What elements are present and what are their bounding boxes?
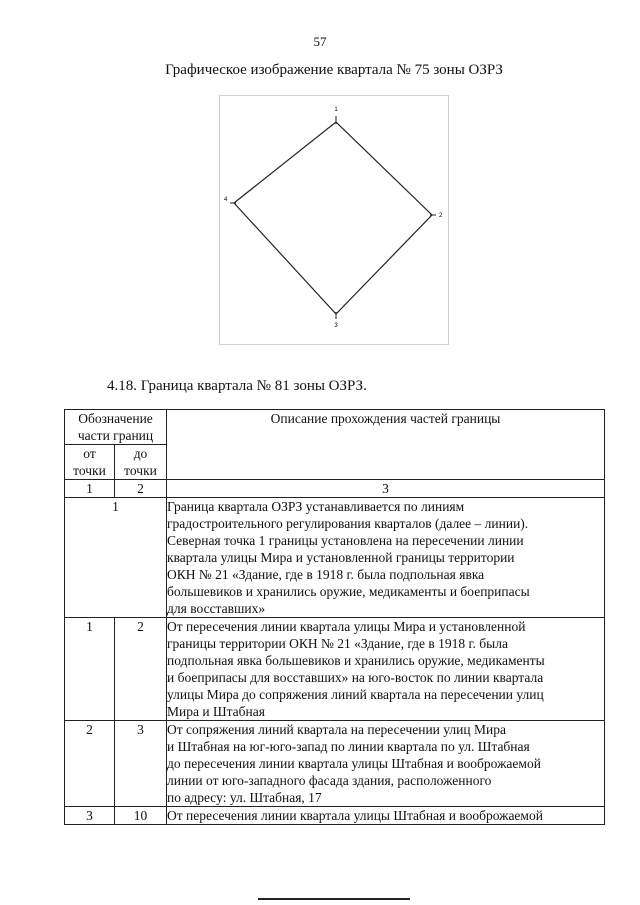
description-line: Северная точка 1 границы установлена на пересечении линии: [167, 533, 524, 548]
description-line: От пересечения линии квартала улицы Штабная и вооброжаемой: [167, 808, 543, 823]
to-header-line2: точки: [124, 463, 157, 478]
description-cell: [167, 721, 605, 807]
figure-title: Графическое изображение квартала № 75 зоны ОЗРЗ: [165, 62, 503, 78]
description-line: большевиков и хранились оружие, медикаменты и боеприпасы: [167, 584, 530, 599]
description-cell: [167, 807, 605, 825]
section-heading: 4.18. Граница квартала № 81 зоны ОЗРЗ.: [107, 378, 367, 394]
block-diagram: [219, 95, 449, 345]
description-line: ОКН № 21 «Здание, где в 1918 г. была подпольная явка: [167, 567, 485, 582]
to-point-header: [115, 445, 167, 480]
column-number-row: [65, 480, 605, 498]
from-header-line2: точки: [73, 463, 106, 478]
description-line: до пересечения линии квартала улицы Штабная и вооброжаемой: [167, 756, 541, 771]
description-line: границы территории ОКН № 21 «Здание, где в 1918 г. была: [167, 636, 508, 651]
description-line: для восставших»: [167, 601, 266, 616]
designation-header: [65, 410, 167, 445]
header-row: [65, 410, 605, 445]
description-line: по адресу: ул. Штабная, 17: [167, 790, 322, 805]
column-number: 2: [115, 480, 167, 498]
from-point-cell: 2: [65, 721, 115, 807]
block-outline: [234, 122, 432, 314]
column-number: 3: [167, 480, 605, 498]
column-number: 1: [65, 480, 115, 498]
description-line: От сопряжения линий квартала на пересечении улиц Мира: [167, 722, 506, 737]
vertex-label-4: 4: [224, 197, 228, 203]
description-line: квартала улицы Мира и установленной границы территории: [167, 550, 515, 565]
description-cell: [167, 618, 605, 721]
description-line: и боеприпасы для восставших» на юго-восток по линии квартала: [167, 670, 544, 685]
to-header-line1: до: [133, 446, 148, 461]
description-line: улицы Мира до сопряжения линий квартала на пересечении улиц: [167, 687, 544, 702]
description-line: линии от юго-западного фасада здания, расположенного: [167, 773, 492, 788]
description-line: Мира и Штабная: [167, 704, 265, 719]
vertex-label-3: 3: [334, 323, 338, 329]
page-bottom-rule: [258, 898, 410, 900]
to-point-cell: 10: [115, 807, 167, 825]
block-outline-svg: [220, 96, 450, 346]
table-row: [65, 498, 605, 618]
merged-point-cell: 1: [65, 498, 167, 618]
description-cell: [167, 498, 605, 618]
from-point-cell: 1: [65, 618, 115, 721]
description-line: и Штабная на юг-юго-запад по линии квартала по ул. Штабная: [167, 739, 530, 754]
boundary-table: [64, 409, 605, 825]
from-point-header: [65, 445, 115, 480]
table-row: [65, 721, 605, 807]
description-line: Граница квартала ОЗРЗ устанавливается по линиям: [167, 499, 465, 514]
description-header: Описание прохождения частей границы: [167, 410, 605, 480]
from-point-cell: 3: [65, 807, 115, 825]
from-header-line1: от: [83, 446, 96, 461]
to-point-cell: 2: [115, 618, 167, 721]
to-point-cell: 3: [115, 721, 167, 807]
description-line: От пересечения линии квартала улицы Мира и установленной: [167, 619, 526, 634]
description-line: градостроительного регулирования кварталов (далее – линии).: [167, 516, 529, 531]
table-row: [65, 618, 605, 721]
vertex-label-1: 1: [334, 107, 338, 113]
designation-header-line1: Обозначение: [78, 411, 153, 426]
description-line: подпольная явка большевиков и хранились оружие, медикаменты: [167, 653, 545, 668]
table-row: [65, 807, 605, 825]
vertex-label-2: 2: [439, 213, 443, 219]
page-number: 57: [313, 34, 327, 49]
designation-header-line2: части границ: [77, 428, 154, 443]
